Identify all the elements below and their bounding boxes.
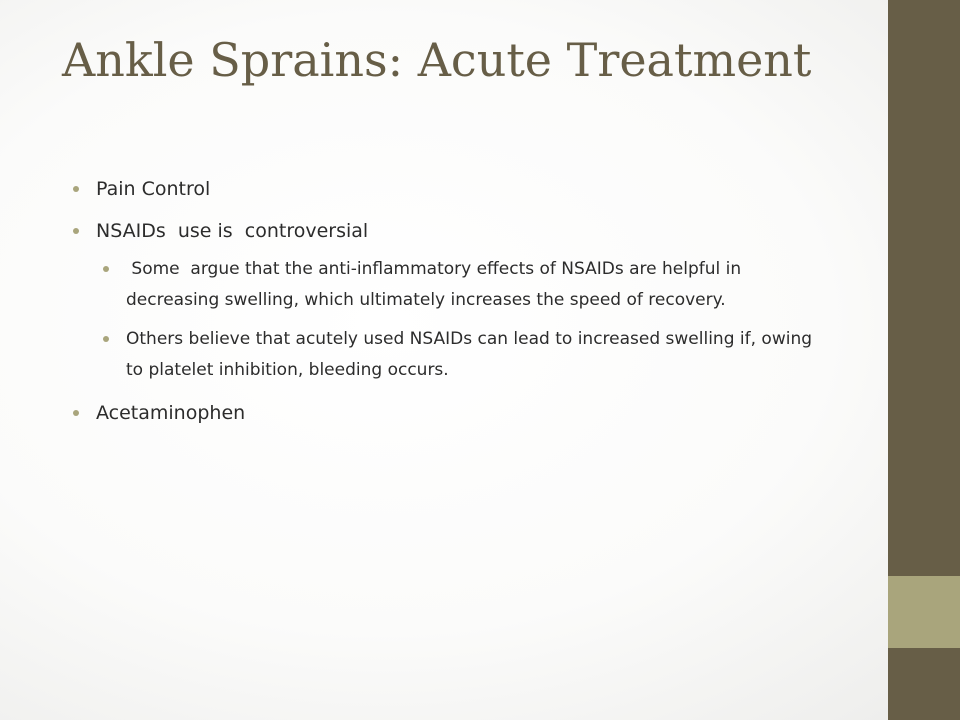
sub-bullet-text: Others believe that acutely used NSAIDs can lead to increased swelling if, owing to platelet inhibition, bleeding occurs. — [126, 329, 813, 380]
bullet-text: NSAIDs use is controversial — [96, 220, 369, 242]
sub-bullet-others-believe — [96, 324, 822, 386]
bullet-pain-control — [62, 174, 822, 204]
sub-bullet-text: Some argue that the anti-inflammatory effects of NSAIDs are helpful in decreasing swelling, which ultimately increases the speed of recovery. — [126, 259, 747, 310]
sub-bullet-list — [96, 254, 822, 386]
sub-bullet-some-argue — [96, 254, 822, 316]
side-accent-block — [888, 576, 960, 648]
bullet-text: Acetaminophen — [96, 402, 246, 424]
slide-title: Ankle Sprains: Acute Treatment — [62, 33, 812, 87]
bullet-list — [62, 174, 822, 428]
bullet-acetaminophen — [62, 398, 822, 428]
bullet-nsaids — [62, 216, 822, 386]
bullet-text: Pain Control — [96, 178, 211, 200]
